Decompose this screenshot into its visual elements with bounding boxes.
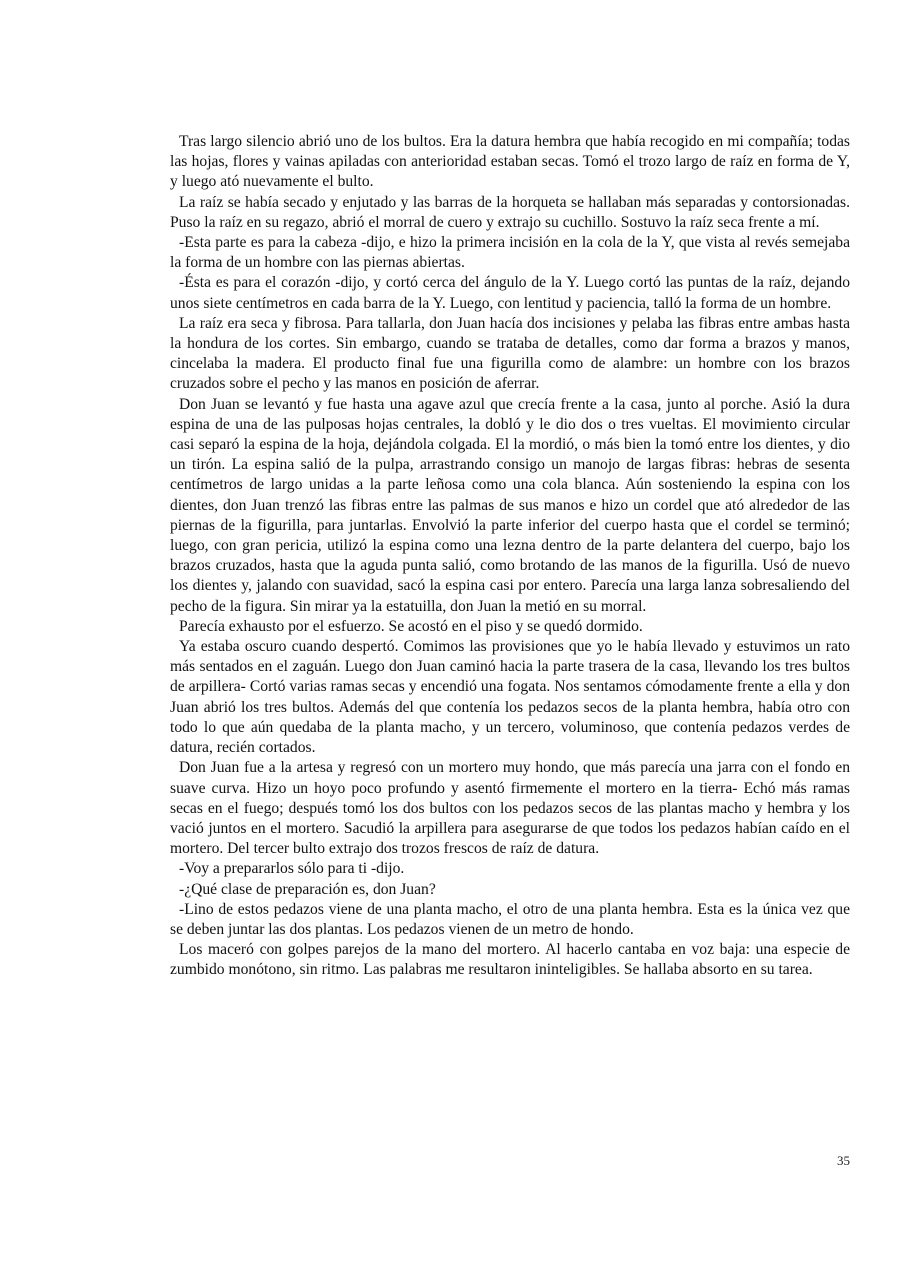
paragraph-6: Don Juan se levantó y fue hasta una agave azul que crecía frente a la casa, junto al porche. Asió la dura espina de una de las pulposas hojas centrales, la dobló y le dio dos o tres vueltas. El movimiento circular casi separó la espina de la hoja, dejándola colgada. El la mordió, o más bien la tomó entre los dientes, y dio un tirón. La espina salió de la pulpa, arrastrando consigo un manojo de largas fibras: hebras de sesenta centímetros de largo unidas a la parte leñosa como una cola blanca. Aún sosteniendo la espina con los dientes, don Juan trenzó las fibras entre las palmas de sus manos e hizo un cordel que ató alrededor de las piernas de la figurilla, para juntarlas. Envolvió la parte inferior del cuerpo hasta que el cordel se terminó; luego, con gran pericia, utilizó la espina como una lezna dentro de la parte delantera del cuerpo, bajo los brazos cruzados, hasta que la aguda punta salió, como brotando de las manos de la figurilla. Usó de nuevo los dientes y, jalando con suavidad, sacó la espina casi por entero. Parecía una larga lanza sobresaliendo del pecho de la figura. Sin mirar ya la estatuilla, don Juan la metió en su morral. — [170, 395, 850, 615]
paragraph-13: Los maceró con golpes parejos de la mano del mortero. Al hacerlo cantaba en voz baja: una especie de zumbido monótono, sin ritmo. Las palabras me resultaron ininteligibles. Se hallaba absorto en su tarea. — [170, 941, 850, 979]
paragraph-1: Tras largo silencio abrió uno de los bultos. Era la datura hembra que había recogido en mi compañía; todas las hojas, flores y vainas apiladas con anterioridad estaban secas. Tomó el trozo largo de raíz en forma de Y, y luego ató nuevamente el bulto. — [170, 133, 850, 191]
paragraph-7: Parecía exhausto por el esfuerzo. Se acostó en el piso y se quedó dormido. — [179, 617, 643, 635]
paragraph-11: -¿Qué clase de preparación es, don Juan? — [179, 880, 436, 898]
paragraph-2: La raíz se había secado y enjutado y las barras de la horqueta se hallaban más separadas y contorsionadas. Puso la raíz en su regazo, abrió el morral de cuero y extrajo su cuchillo. Sostuvo la raíz seca frente a mí. — [170, 193, 850, 231]
paragraph-12: -Lino de estos pedazos viene de una planta macho, el otro de una planta hembra. Esta es la única vez que se deben juntar las dos plantas. Los pedazos vienen de un metro de hondo. — [170, 900, 850, 938]
page-body — [170, 132, 850, 981]
paragraph-10: -Voy a prepararlos sólo para ti -dijo. — [179, 860, 405, 878]
paragraph-8: Ya estaba oscuro cuando despertó. Comimos las provisiones que yo le había llevado y estuvimos un rato más sentados en el zaguán. Luego don Juan caminó hacia la parte trasera de la casa, llevando los tres bultos de arpillera- Cortó varias ramas secas y encendió una fogata. Nos sentamos cómodamente frente a ella y don Juan abrió los tres bultos. Además del que contenía los pedazos secos de la planta hembra, había otro con todo lo que aún quedaba de la planta macho, y un tercero, voluminoso, que contenía pedazos verdes de datura, recién cortados. — [170, 638, 850, 757]
paragraph-9: Don Juan fue a la artesa y regresó con un mortero muy hondo, que más parecía una jarra con el fondo en suave curva. Hizo un hoyo poco profundo y asentó firmemente el mortero en la tierra- Echó más ramas secas en el fuego; después tomó los dos bultos con los pedazos secos de las plantas macho y hembra y los vació juntos en el mortero. Sacudió la arpillera para asegurarse de que todos los pedazos habían caído en el mortero. Del tercer bulto extrajo dos trozos frescos de raíz de datura. — [170, 759, 850, 858]
paragraph-3: -Esta parte es para la cabeza -dijo, e hizo la primera incisión en la cola de la Y, que vista al revés semejaba la forma de un hombre con las piernas abiertas. — [170, 234, 850, 272]
paragraph-4: -Ésta es para el corazón -dijo, y cortó cerca del ángulo de la Y. Luego cortó las puntas de la raíz, dejando unos siete centímetros en cada barra de la Y. Luego, con lentitud y paciencia, talló la forma de un hombre. — [170, 274, 850, 312]
page-number: 35 — [837, 1153, 850, 1168]
paragraph-5: La raíz era seca y fibrosa. Para tallarla, don Juan hacía dos incisiones y pelaba las fibras entre ambas hasta la hondura de los cortes. Sin embargo, cuando se trataba de detalles, como dar forma a brazos y manos, cincelaba la madera. El producto final fue una figurilla como de alambre: un hombre con los brazos cruzados sobre el pecho y las manos en posición de aferrar. — [170, 314, 850, 393]
